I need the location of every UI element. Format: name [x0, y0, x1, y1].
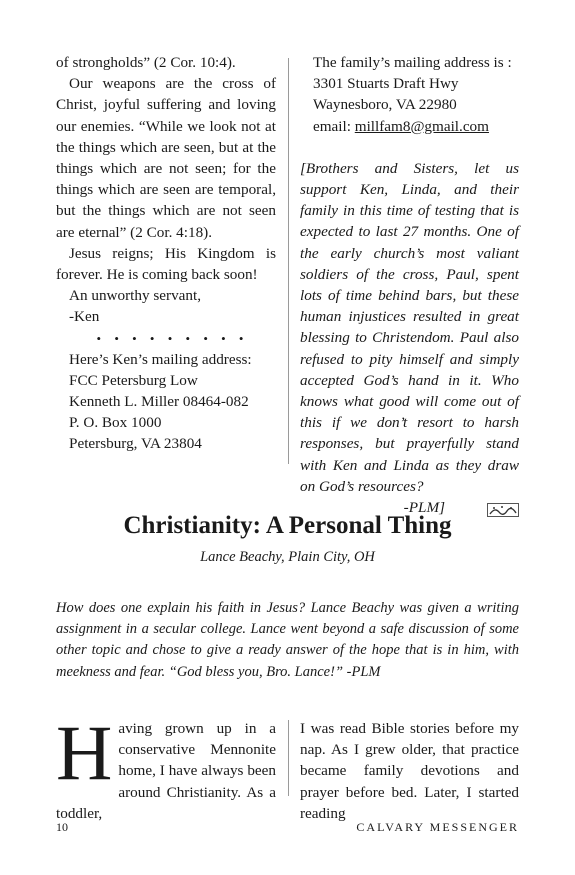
paragraph: Our weapons are the cross of Christ, joyful suffering and loving our enemies. “While we look not at the things which are seen, but at the things which are not seen; for the things which are seen are temporal, but the things which are not seen are eternal” (2 Cor. 4:18). — [56, 75, 276, 241]
editor-note: [Brothers and Sisters, let us support Ken, Linda, and their family in this time of testing that is expected to last 27 months. One of the early church’s most valiant soldiers of the cross, Paul, spent lots of time behind bars, but these human injustices resulted in great blessing to Christendom. Paul also refused to pity himself and simply accepted God’s hand in it. Who knows what good will come out of this if we don’t resort to harsh responses, but prayerfully stand with Ken and Linda as they draw on God’s resources? — [300, 159, 519, 495]
closing: An unworthy servant, — [69, 287, 202, 305]
address-line: FCC Petersburg Low — [69, 371, 198, 389]
article-body-right — [300, 718, 519, 824]
article-intro: How does one explain his faith in Jesus? Lance Beachy was given a writing assignment in a secular college. Lance went beyond a safe discussion of some other topic and chose to give a ready answer of the hope that is in him, with meekness and fear. “God bless you, Bro. Lance!” -PLM — [56, 600, 519, 680]
signature: -Ken — [69, 308, 100, 326]
paragraph: Jesus reigns; His Kingdom is forever. He is coming back soon! — [56, 244, 276, 284]
email-label: email: — [313, 117, 355, 135]
email-line — [300, 116, 519, 137]
editor-signature: -PLM] — [403, 499, 445, 517]
address-line: Kenneth L. Miller 08464-082 — [69, 393, 249, 411]
address-line: P. O. Box 1000 — [69, 414, 162, 432]
address-intro: Here’s Ken’s mailing address: — [69, 350, 252, 368]
address-line: Waynesboro, VA 22980 — [313, 96, 457, 114]
article-body-text: aving grown up in a conservative Mennonite home, I have always been around Christianity. As a toddler, — [56, 720, 276, 822]
article-body-text: I was read Bible stories before my nap. As I grew older, that practice became family devotions and prayer before bed. Later, I started reading — [300, 720, 519, 822]
article-byline: Lance Beachy, Plain City, OH — [200, 549, 375, 565]
address-line: 3301 Stuarts Draft Hwy — [313, 75, 459, 93]
publication-name: CALVARY MESSENGER — [356, 820, 519, 834]
column-divider — [288, 58, 289, 464]
left-column — [56, 52, 276, 455]
article-body-left — [56, 709, 276, 824]
separator-dots: • • • • • • • • • — [96, 330, 249, 346]
right-column — [300, 52, 519, 518]
drop-cap: H — [56, 709, 113, 796]
column-divider — [288, 720, 289, 796]
page-number: 10 — [56, 820, 68, 834]
continued-line: of strongholds” (2 Cor. 10:4). — [56, 54, 236, 71]
address-line: Petersburg, VA 23804 — [69, 435, 202, 453]
family-address-intro: The family’s mailing address is : — [313, 54, 512, 71]
email-link[interactable]: millfam8@gmail.com — [354, 117, 489, 135]
spacer — [300, 137, 519, 158]
article-title: Christianity: A Personal Thing — [123, 512, 452, 539]
